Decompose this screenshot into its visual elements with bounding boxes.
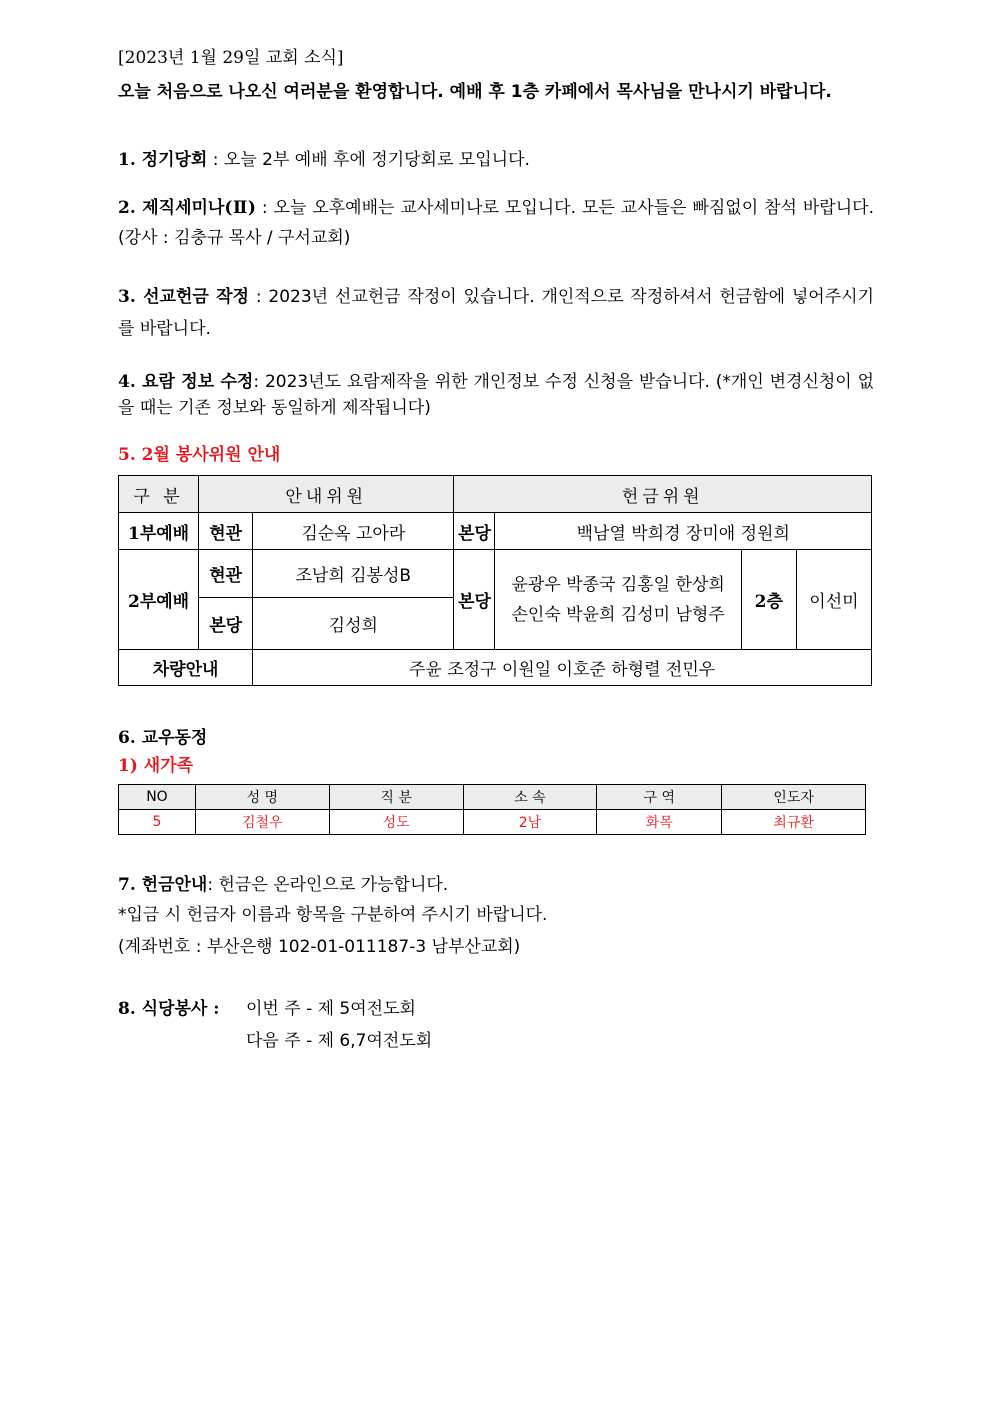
announcement-label: 1. 정기당회 <box>118 150 208 170</box>
col-offering: 헌금위원 <box>454 476 872 513</box>
welcome-message: 오늘 처음으로 나오신 여러분을 환영합니다. 예배 후 1층 카페에서 목사님을 만나시기 바랍니다. <box>118 82 832 102</box>
kitchen-service <box>118 997 874 1021</box>
car-names: 주윤 조정구 이원일 이호준 하형렬 전민우 <box>253 650 872 686</box>
announcement-text: 오늘 오후예배는 교사세미나로 모입니다. 모든 교사들은 빠짐없이 참석 바랍니다. (강사 : 김충규 목사 / 구서교회) <box>118 198 874 248</box>
cell-group: 2남 <box>463 810 597 835</box>
usher-place: 현관 <box>199 550 253 598</box>
account-info: (계좌번호 : 부산은행 102-01-011187-3 남부산교회) <box>118 937 521 957</box>
offering-place: 본당 <box>454 550 495 650</box>
offering-text: : 헌금은 온라인으로 가능합니다. <box>207 875 449 895</box>
kitchen-label: 8. 식당봉사 : <box>118 999 220 1019</box>
new-family-table <box>118 784 866 835</box>
cell-district: 화목 <box>597 810 722 835</box>
table-header-row <box>119 785 866 810</box>
col-no: NO <box>119 785 196 810</box>
floor-person: 이선미 <box>796 550 871 650</box>
offering-names-line: 윤광우 박종국 김홍일 한상희 <box>511 574 725 595</box>
offering-label: 7. 헌금안내 <box>118 875 208 895</box>
announcement-3 <box>118 281 874 345</box>
usher-names: 조남희 김봉성B <box>253 550 454 598</box>
announcement-label: 2. 제직세미나(Ⅱ) <box>118 198 256 218</box>
row-label-1st-service: 1부예배 <box>119 513 199 550</box>
announcement-2 <box>118 193 874 253</box>
offering-names <box>495 550 741 650</box>
announcement-text: 2023년 선교헌금 작정이 있습니다. 개인적으로 작정하셔서 헌금함에 넣어주시기를 바랍니다. <box>118 287 874 339</box>
kitchen-line: 이번 주 - 제 5여전도회 <box>246 999 416 1019</box>
announcement-text: 2023년도 요람제작을 위한 개인정보 수정 신청을 받습니다. (*개인 변경신청이 없을 때는 기존 정보와 동일하게 제작됩니다) <box>118 372 874 418</box>
floor-label: 2층 <box>741 550 796 650</box>
cell-position: 성도 <box>329 810 463 835</box>
cell-name: 김철우 <box>195 810 329 835</box>
service-table <box>118 475 872 686</box>
announcement-label: 4. 요람 정보 수정 <box>118 372 254 392</box>
col-usher: 안내위원 <box>199 476 454 513</box>
announcement-sep: : <box>255 198 274 218</box>
cell-no: 5 <box>119 810 196 835</box>
usher-names: 김성희 <box>253 598 454 650</box>
usher-place: 본당 <box>199 598 253 650</box>
offering-note: *입금 시 헌금자 이름과 항목을 구분하여 주시기 바랍니다. <box>118 905 548 925</box>
col-guide: 인도자 <box>722 785 866 810</box>
col-name: 성 명 <box>195 785 329 810</box>
usher-place: 현관 <box>199 513 253 550</box>
car-label: 차량안내 <box>119 650 253 686</box>
col-group: 소 속 <box>463 785 597 810</box>
announcement-sep: : <box>207 150 224 170</box>
announcement-label: 3. 선교헌금 작정 <box>118 287 249 307</box>
row-label-2nd-service: 2부예배 <box>119 550 199 650</box>
news-heading: 6. 교우동정 <box>118 728 208 748</box>
col-position: 직 분 <box>329 785 463 810</box>
bulletin-title: [2023년 1월 29일 교회 소식] <box>118 48 344 68</box>
offering-info <box>118 873 874 897</box>
offering-names: 백남열 박희경 장미애 정원희 <box>495 513 872 550</box>
col-district: 구 역 <box>597 785 722 810</box>
usher-names: 김순옥 고아라 <box>253 513 454 550</box>
col-category: 구 분 <box>119 476 199 513</box>
announcement-sep: : <box>248 287 269 307</box>
announcement-1 <box>118 147 874 173</box>
announcement-text: 오늘 2부 예배 후에 정기당회로 모입니다. <box>223 150 530 170</box>
offering-names-line: 손인숙 박윤희 김성미 남형주 <box>511 604 725 625</box>
kitchen-line-next: 다음 주 - 제 6,7여전도회 <box>246 1031 433 1051</box>
cell-guide: 최규환 <box>722 810 866 835</box>
new-family-heading: 1) 새가족 <box>118 756 194 776</box>
announcement-sep: : <box>253 372 265 392</box>
offering-place: 본당 <box>454 513 495 550</box>
announcement-4 <box>118 369 874 421</box>
service-heading: 5. 2월 봉사위원 안내 <box>118 445 281 465</box>
table-row <box>119 810 866 835</box>
bulletin-page <box>118 40 874 1053</box>
